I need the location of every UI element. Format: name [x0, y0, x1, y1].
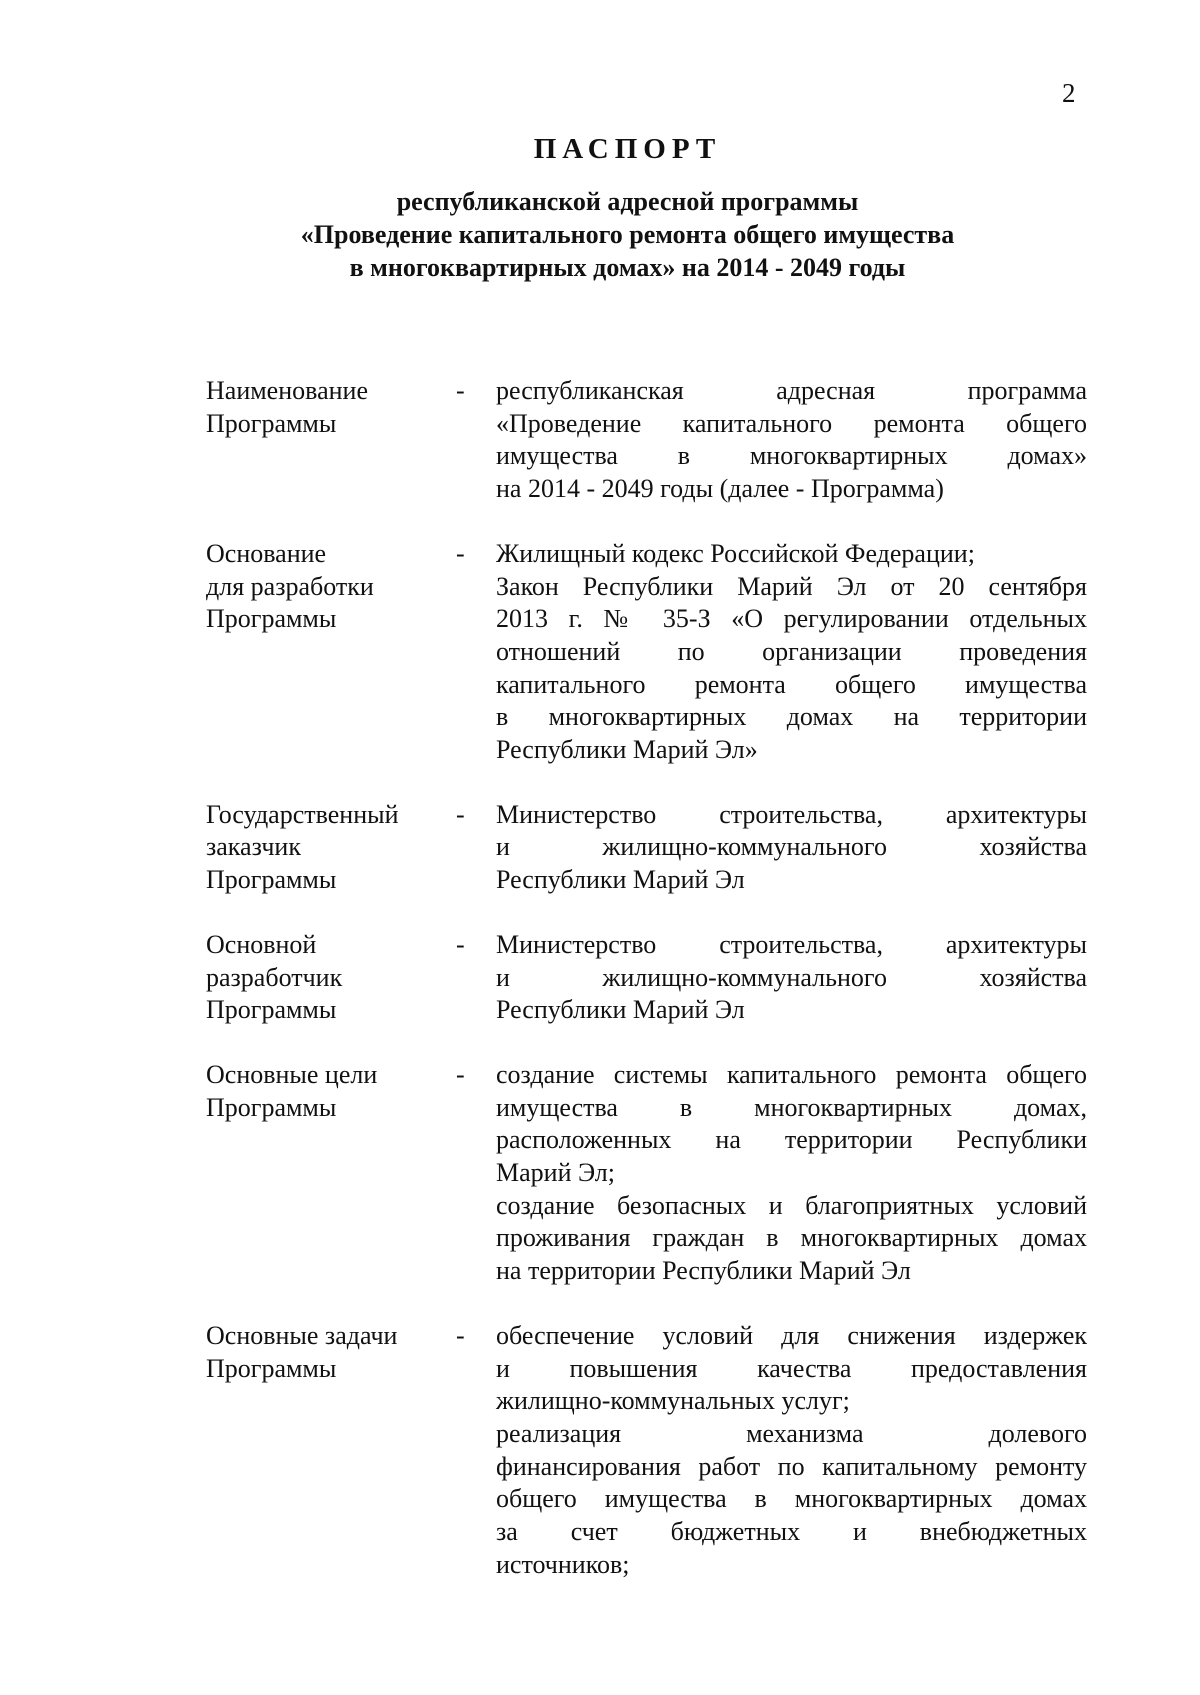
row-dash: -: [456, 1320, 465, 1350]
row-value-line: Республики Марий Эл: [496, 865, 745, 895]
row-label-line: Программы: [206, 865, 337, 895]
row-value: [496, 375, 1087, 506]
row-label: [206, 929, 456, 1027]
row-value-line: имущества в многоквартирных домах,: [496, 1092, 1087, 1122]
row-label-line: Основной: [206, 929, 317, 959]
row-label-line: Программы: [206, 1092, 337, 1122]
row-label: [206, 1320, 456, 1582]
row-value-line: Республики Марий Эл»: [496, 735, 758, 765]
row-value-line: расположенных на территории Республики: [496, 1125, 1087, 1155]
row-value-line: проживания граждан в многоквартирных домах: [496, 1223, 1087, 1253]
row-label-line: Программы: [206, 1353, 337, 1383]
subtitle-line: в многоквартирных домах» на 2014 - 2049 годы: [349, 253, 906, 282]
row-value-line: отношений по организации проведения: [496, 636, 1087, 666]
subtitle-line: «Проведение капитального ремонта общего имущества: [300, 220, 955, 249]
subtitle-line: республиканской адресной программы: [396, 187, 859, 216]
row-value-line: Министерство строительства, архитектуры: [496, 799, 1087, 829]
row-label-line: Программы: [206, 995, 337, 1025]
row-dash: -: [456, 376, 465, 405]
row-value-line: Министерство строительства, архитектуры: [496, 929, 1087, 959]
document-title: ПАСПОРТ: [533, 133, 722, 165]
row-value-line: общего имущества в многоквартирных домах: [496, 1484, 1087, 1514]
row-dash: -: [456, 799, 465, 829]
row-value-line: имущества в многоквартирных домах»: [496, 441, 1087, 471]
passport-row: [206, 799, 1092, 897]
row-dash: -: [456, 538, 465, 568]
row-value-line: Жилищный кодекс Российской Федерации;: [496, 538, 975, 568]
document-subtitle: [0, 185, 1200, 284]
row-label-line: Программы: [206, 604, 337, 634]
row-label: [206, 1059, 456, 1288]
row-label-line: Программы: [206, 408, 337, 438]
row-value-line: на 2014 - 2049 годы (далее - Программа): [496, 474, 944, 504]
row-value-line: «Проведение капитального ремонта общего: [496, 408, 1087, 438]
passport-row: [206, 375, 1092, 506]
row-label-line: Основные цели: [206, 1059, 378, 1089]
passport-row: [206, 929, 1092, 1027]
row-value-line: источников;: [496, 1549, 630, 1579]
row-value: [496, 538, 1087, 767]
row-label: [206, 375, 456, 506]
passport-row: [206, 1059, 1092, 1288]
row-value-line: Республики Марий Эл: [496, 995, 745, 1025]
row-label-line: заказчик: [206, 832, 301, 862]
row-value-line: обеспечение условий для снижения издержек: [496, 1320, 1087, 1350]
row-value: [496, 1059, 1087, 1288]
row-label-line: Основные задачи: [206, 1320, 398, 1350]
row-value-line: за счет бюджетных и внебюджетных: [496, 1517, 1087, 1547]
row-value: [496, 1320, 1087, 1582]
row-dash: -: [456, 929, 465, 959]
row-value-line: 2013 г. № 35-З «О регулировании отдельных: [496, 604, 1087, 634]
row-value-line: создание системы капитального ремонта общего: [496, 1059, 1087, 1089]
row-label: [206, 799, 456, 897]
row-value-line: на территории Республики Марий Эл: [496, 1256, 911, 1286]
row-value: [496, 929, 1087, 1027]
row-label-line: Государственный: [206, 799, 399, 829]
passport-row: [206, 538, 1092, 767]
row-value-line: Закон Республики Марий Эл от 20 сентября: [496, 571, 1087, 601]
row-value: [496, 799, 1087, 897]
row-value-line: капитального ремонта общего имущества: [496, 669, 1087, 699]
row-label-line: для разработки: [206, 571, 374, 601]
row-label-line: разработчик: [206, 962, 343, 992]
page-number: 2: [1062, 78, 1076, 108]
row-label-line: Основание: [206, 538, 327, 568]
passport-row: [206, 1320, 1092, 1582]
row-value-line: республиканская адресная программа: [496, 376, 1087, 405]
row-value-line: и жилищно-коммунального хозяйства: [496, 832, 1087, 862]
row-value-line: финансирования работ по капитальному ремонту: [496, 1451, 1087, 1481]
row-label-line: Наименование: [206, 376, 368, 405]
row-value-line: и повышения качества предоставления: [496, 1353, 1087, 1383]
row-label: [206, 538, 456, 767]
passport-table: [206, 375, 1092, 1614]
row-value-line: и жилищно-коммунального хозяйства: [496, 962, 1087, 992]
row-value-line: Марий Эл;: [496, 1158, 616, 1188]
row-value-line: создание безопасных и благоприятных условий: [496, 1190, 1087, 1220]
row-dash: -: [456, 1059, 465, 1089]
row-value-line: в многоквартирных домах на территории: [496, 702, 1087, 732]
row-value-line: жилищно-коммунальных услуг;: [496, 1386, 850, 1416]
row-value-line: реализация механизма долевого: [496, 1418, 1087, 1448]
